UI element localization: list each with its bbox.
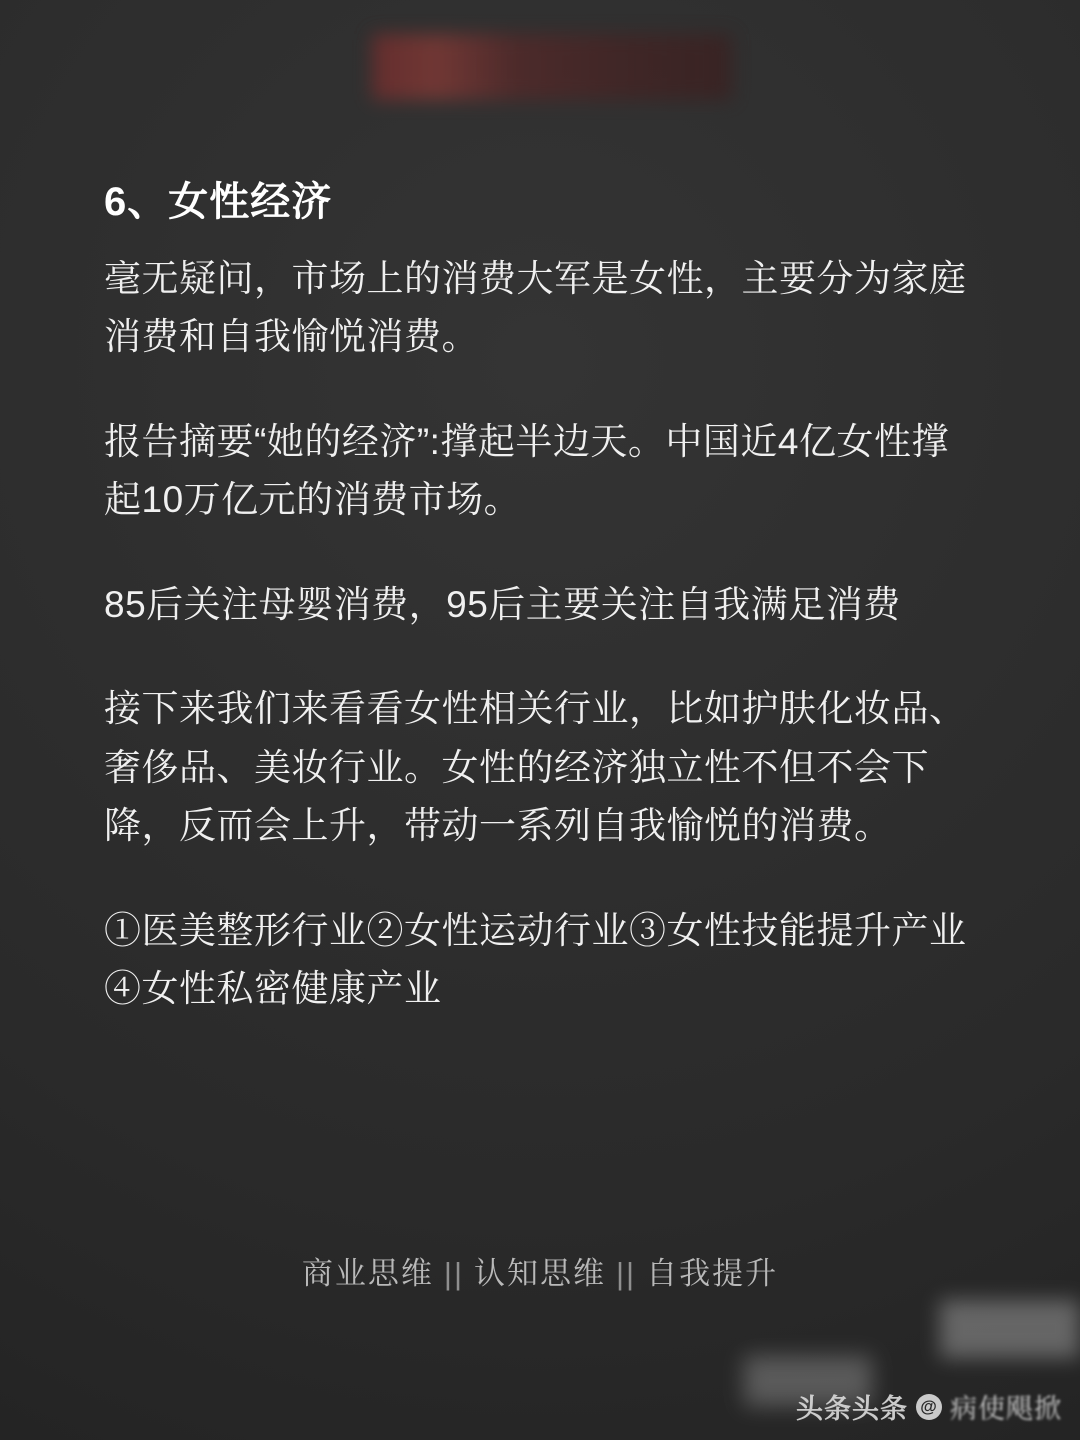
footer-tagline <box>0 1248 1080 1293</box>
paragraph-2: 报告摘要“她的经济”:撑起半边天。中国近4亿女性撑起10万亿元的消费市场。 <box>104 420 949 521</box>
footer-tag-selfimprovement: 自我提升 <box>646 1256 779 1291</box>
paragraph-5: ①医美整形行业②女性运动行业③女性技能提升产业④女性私密健康产业 <box>104 909 967 1010</box>
footer-separator-1: || <box>443 1256 464 1291</box>
footer-tag-business: 商业思维 <box>301 1256 434 1291</box>
page-title: 6、女性经济 <box>104 180 333 224</box>
at-icon: @ <box>916 1394 942 1420</box>
redacted-banner-blur <box>372 34 732 100</box>
paragraph-3: 85后关注母婴消费，95后主要关注自我满足消费 <box>104 583 901 625</box>
watermark <box>796 1387 1062 1426</box>
blurred-artifact-right <box>940 1300 1080 1358</box>
paragraph-4: 接下来我们来看看女性相关行业，比如护肤化妆品、奢侈品、美妆行业。女性的经济独立性不但不会下降，反而会上升，带动一系列自我愉悦的消费。 <box>104 688 967 847</box>
footer-tag-cognition: 认知思维 <box>474 1256 606 1291</box>
watermark-logo: 头条头条 <box>796 1394 908 1424</box>
footer-separator-2: || <box>616 1256 637 1291</box>
article-content <box>104 178 984 1019</box>
watermark-username: 病使飓掀 <box>950 1394 1062 1424</box>
paragraph-1: 毫无疑问，市场上的消费大军是女性，主要分为家庭消费和自我愉悦消费。 <box>104 258 967 358</box>
